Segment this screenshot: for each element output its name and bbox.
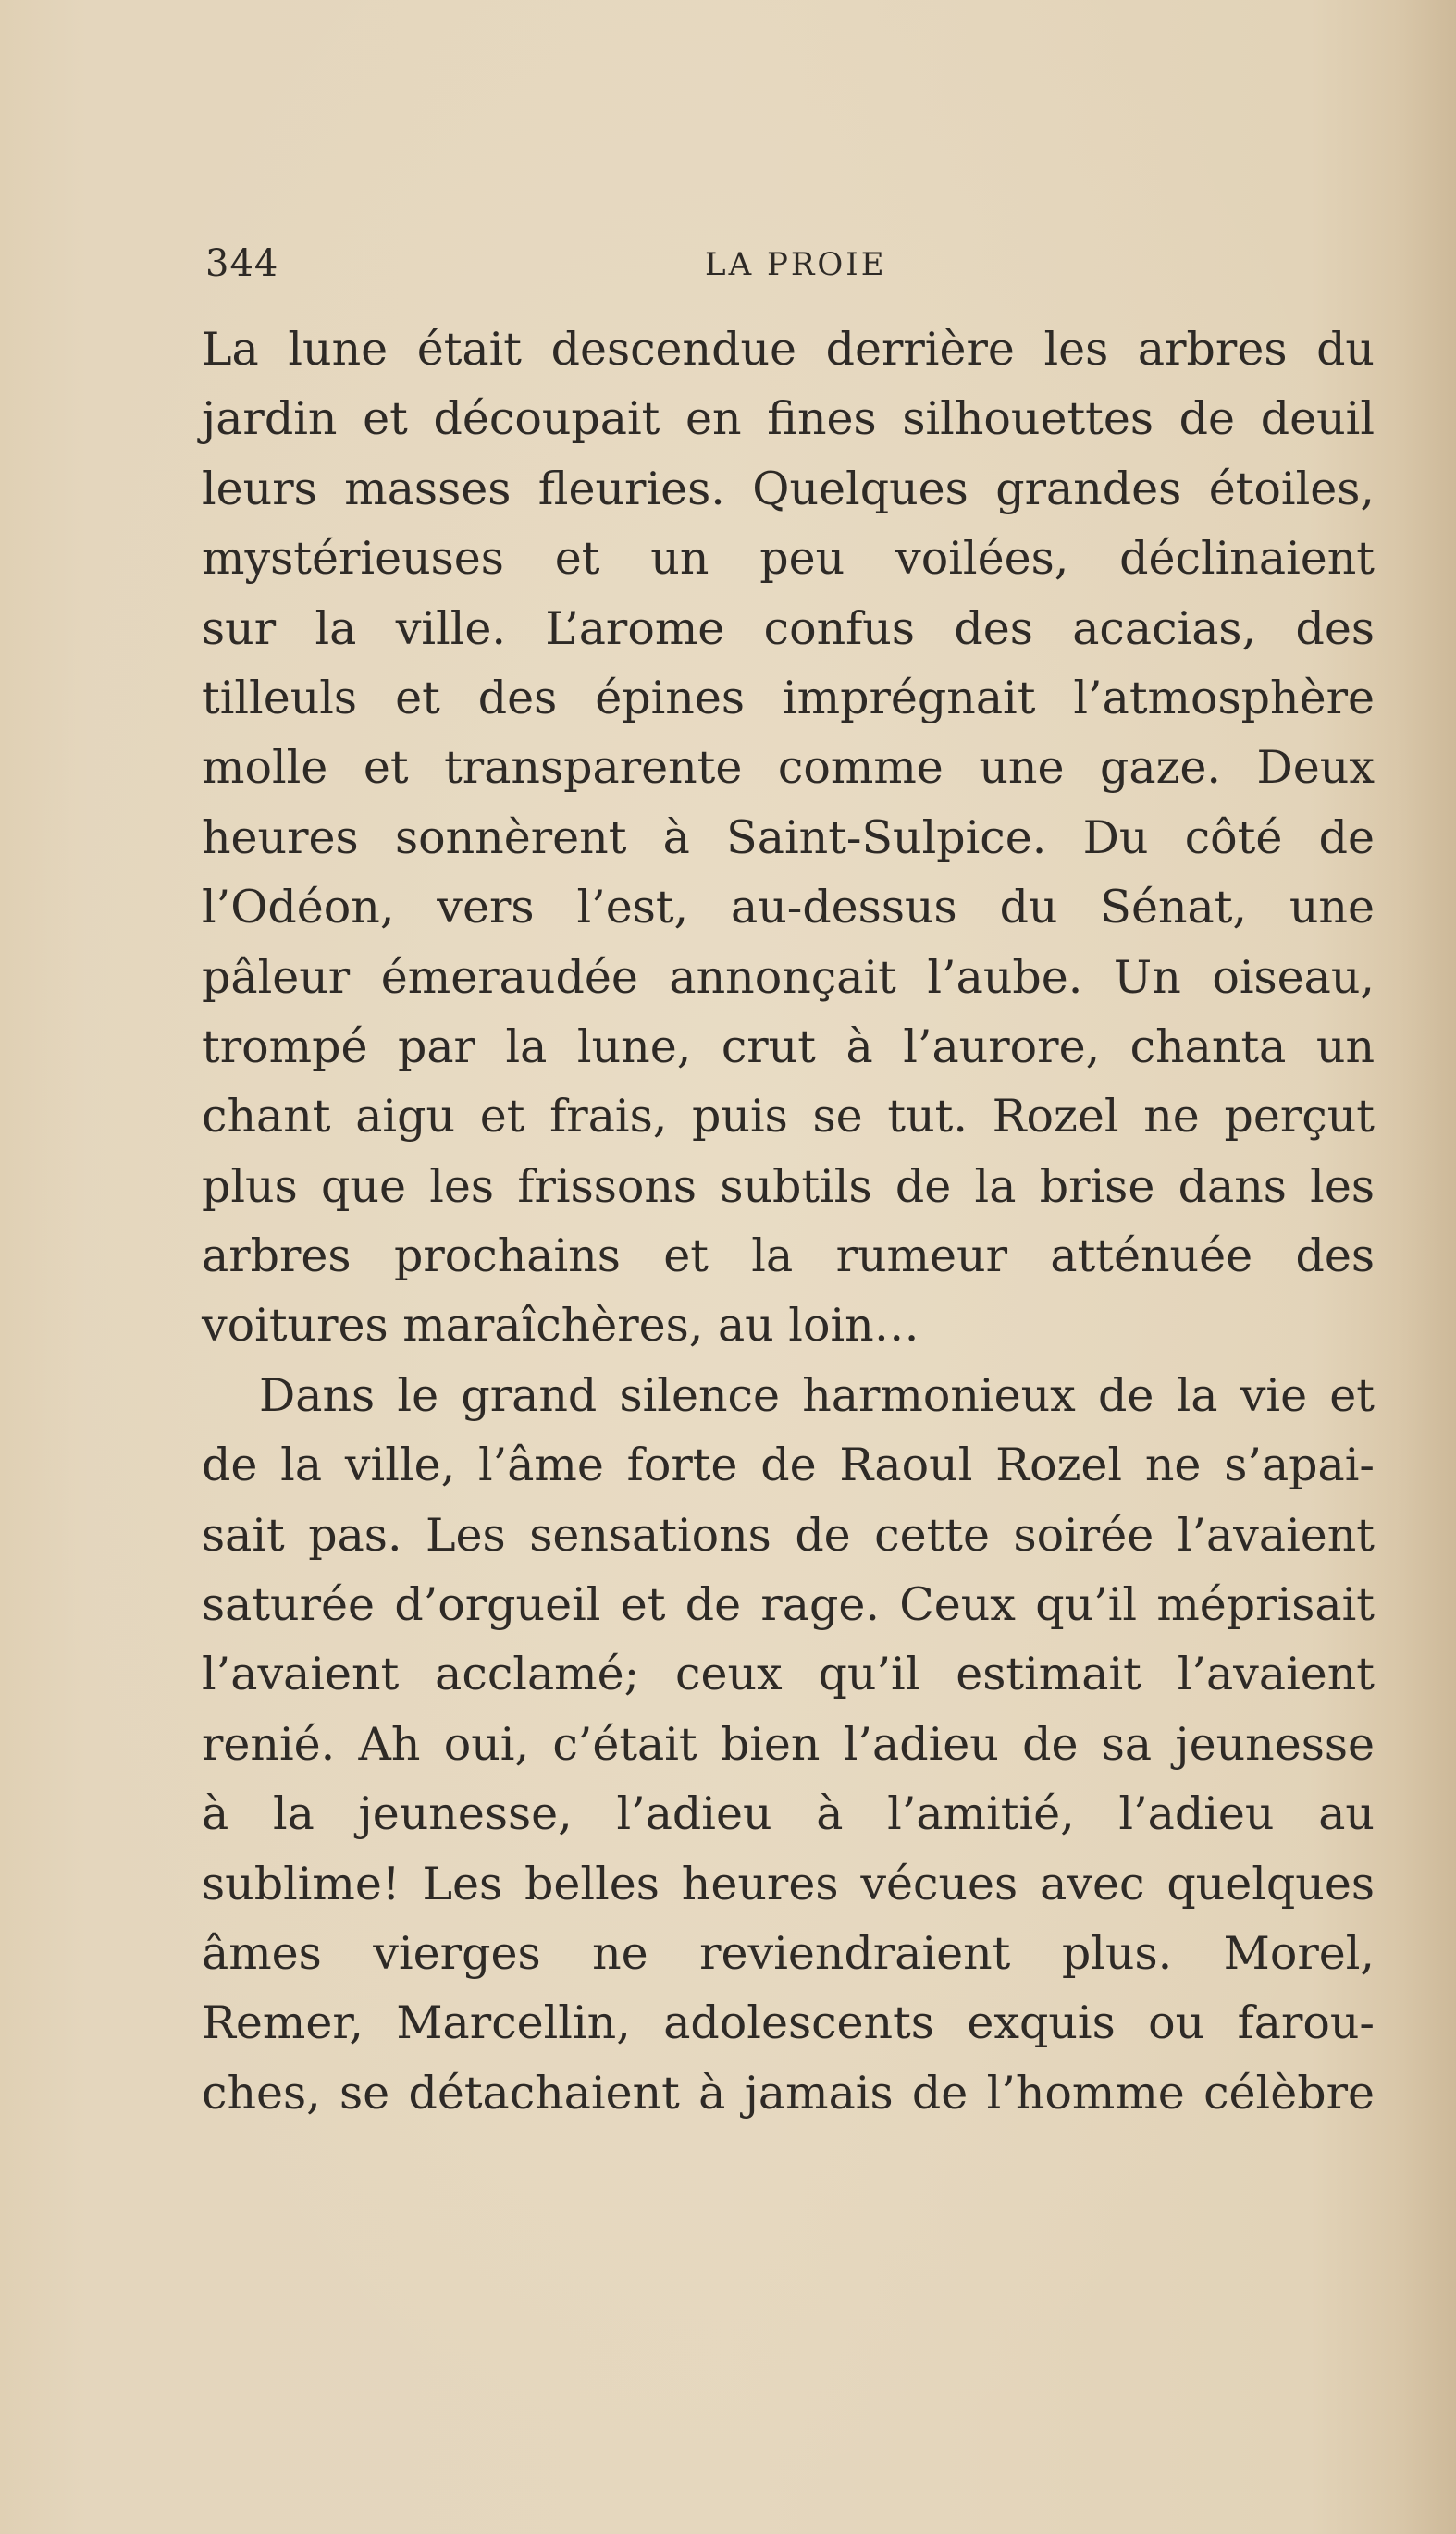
- text-line: âmes vierges ne reviendraient plus. Morel,: [202, 1926, 1375, 1980]
- text-line: sur la ville. L’arome confus des acacias, des: [202, 601, 1375, 655]
- text-line: pâleur émeraudée annonçait l’aube. Un oiseau,: [202, 950, 1375, 1004]
- text-line: mystérieuses et un peu voilées, déclinaient: [202, 532, 1375, 586]
- text-line: jardin et découpait en fines silhouettes de deuil: [202, 392, 1375, 446]
- text-line: La lune était descendue derrière les arbres du: [202, 323, 1375, 376]
- text-line: chant aigu et frais, puis se tut. Rozel ne perçut: [202, 1090, 1375, 1143]
- text-line: de la ville, l’âme forte de Raoul Rozel ne s’apai-: [202, 1439, 1375, 1492]
- running-head: [205, 242, 1371, 298]
- text-line: à la jeunesse, l’adieu à l’amitié, l’adieu au: [202, 1787, 1375, 1841]
- text-line: molle et transparente comme une gaze. Deux: [202, 741, 1375, 795]
- text-line: renié. Ah oui, c’était bien l’adieu de sa jeunesse: [202, 1717, 1375, 1771]
- text-line: saturée d’orgueil et de rage. Ceux qu’il méprisait: [202, 1578, 1375, 1632]
- text-line: ches, se détachaient à jamais de l’homme célèbre: [202, 2066, 1375, 2120]
- body-text: [202, 315, 1375, 2128]
- text-line: Remer, Marcellin, adolescents exquis ou farou-: [202, 1996, 1375, 2050]
- page-number: 344: [205, 242, 279, 285]
- text-line: sublime! Les belles heures vécues avec quelques: [202, 1857, 1375, 1910]
- text-line: plus que les frissons subtils de la brise dans les: [202, 1159, 1375, 1213]
- text-line: l’Odéon, vers l’est, au-dessus du Sénat, une: [202, 881, 1375, 934]
- text-line: arbres prochains et la rumeur atténuée des: [202, 1230, 1375, 1283]
- text-line: voitures maraîchères, au loin…: [202, 1299, 919, 1353]
- text-line: heures sonnèrent à Saint-Sulpice. Du côté de: [202, 810, 1375, 864]
- running-title: LA PROIE: [705, 246, 887, 283]
- text-line: Dans le grand silence harmonieux de la vie et: [259, 1368, 1375, 1422]
- text-line: tilleuls et des épines imprégnait l’atmosphère: [202, 671, 1375, 724]
- text-line: leurs masses fleuries. Quelques grandes étoiles,: [202, 462, 1375, 515]
- text-line: sait pas. Les sensations de cette soirée l’avaient: [202, 1508, 1375, 1562]
- text-line: trompé par la lune, crut à l’aurore, chanta un: [202, 1020, 1375, 1073]
- text-line: l’avaient acclamé; ceux qu’il estimait l’avaient: [202, 1648, 1375, 1701]
